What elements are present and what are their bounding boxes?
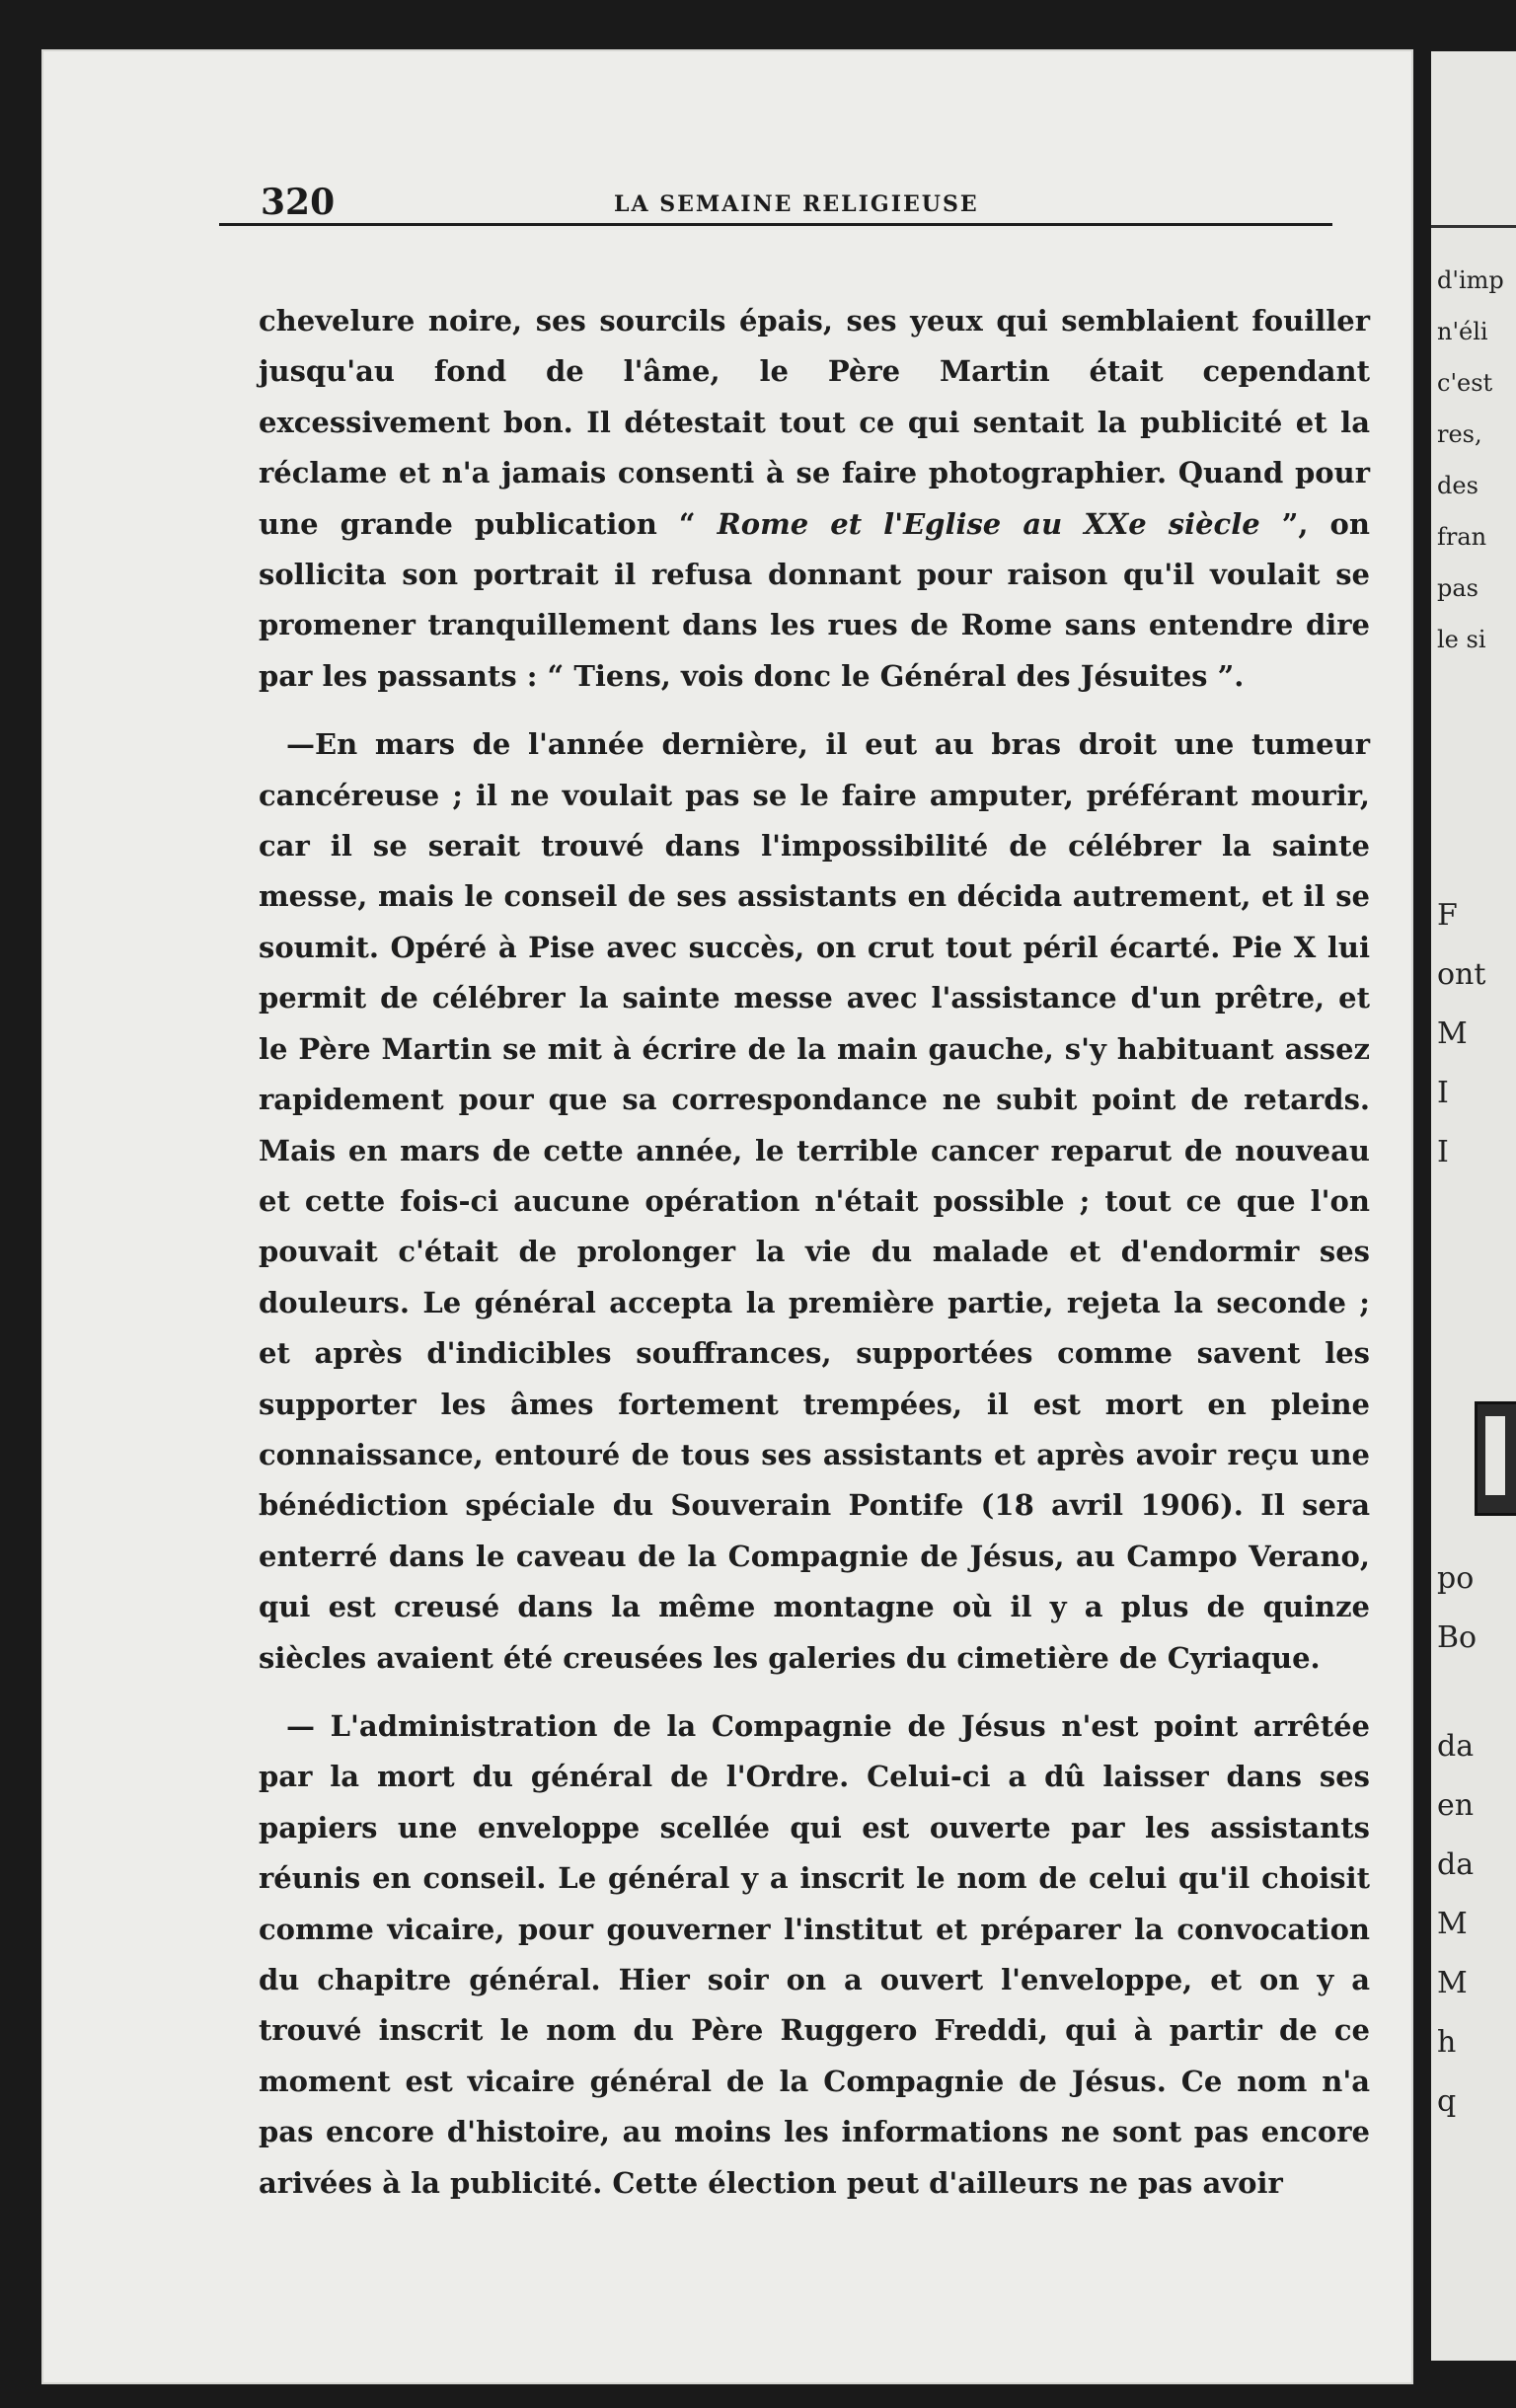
facing-fragment: q <box>1437 2084 1457 2119</box>
facing-fragment: res, <box>1437 420 1482 448</box>
facing-fragment: M <box>1437 1966 1468 2000</box>
facing-fragment: M <box>1437 1907 1468 1941</box>
publication-title: Rome et l'Eglise au XXe siècle <box>717 506 1260 541</box>
facing-fragment: fran <box>1437 523 1487 551</box>
header-rule <box>219 223 1332 226</box>
paragraph-3: — L'administration de la Compagnie de Jésus n'est point arrêtée par la mort du général de l'Ordre. Celui-ci a dû laisser dans ses papiers une enveloppe scellée qui est ouverte par les assistants réunis en conseil. Le général y a inscrit le nom de celui qu'il choisit comme vicaire, pour gouverner l'institut et préparer la convocation du chapitre général. Hier soir on a ouvert l'enveloppe, et on y a trouvé inscrit le nom du Père Ruggero Freddi, qui à partir de ce moment est vicaire général de la Compagnie de Jésus. Ce nom n'a pas encore d'histoire, au moins les informations ne sont pas encore arivées à la publicité. Cette élection peut d'ailleurs ne pas avoir <box>259 1708 1370 2200</box>
facing-fragment: n'éli <box>1437 318 1488 345</box>
facing-fragment: po <box>1437 1561 1475 1596</box>
facing-fragment: I <box>1437 1076 1449 1110</box>
facing-fragment: en <box>1437 1788 1475 1823</box>
running-title: LA SEMAINE RELIGIEUSE <box>614 191 979 217</box>
facing-page <box>1431 51 1516 2361</box>
facing-fragment: da <box>1437 1729 1475 1764</box>
facing-fragment: des <box>1437 472 1478 499</box>
ornamental-initial-icon <box>1475 1401 1516 1516</box>
facing-fragment: I <box>1437 1135 1449 1169</box>
facing-fragment: c'est <box>1437 369 1493 397</box>
page-header <box>219 138 1332 223</box>
facing-fragment: ont <box>1437 957 1486 992</box>
page-number: 320 <box>261 182 336 223</box>
facing-fragment: pas <box>1437 574 1478 602</box>
facing-fragment: h <box>1437 2025 1457 2060</box>
facing-fragment: da <box>1437 1847 1475 1882</box>
facing-fragment: F <box>1437 898 1458 933</box>
facing-fragment: le si <box>1437 626 1486 653</box>
facing-fragment: d'imp <box>1437 266 1504 294</box>
text-run: ”, on sollicita son portrait il refusa donnant pour raison qu'il voulait se promener tranquillement dans les rues de Rome sans entendre dire par les passants : “ Tiens, vois donc le Général des Jésuites ”. <box>259 506 1370 693</box>
paragraph-2: —En mars de l'année dernière, il eut au bras droit une tumeur cancéreuse ; il ne voulait pas se le faire amputer, préférant mourir, car il se serait trouvé dans l'impossibilité de célébrer la sainte messe, mais le conseil de ses assistants en décida autrement, et il se soumit. Opéré à Pise avec succès, on crut tout péril écarté. Pie X lui permit de célébrer la sainte messe avec l'assistance d'un prêtre, et le Père Martin se mit à écrire de la main gauche, s'y habituant assez rapidement pour que sa correspondance ne subit point de retards. Mais en mars de cette année, le terrible cancer reparut de nouveau et cette fois-ci aucune opération n'était possible ; tout ce que l'on pouvait c'était de prolonger la vie du malade et d'endormir ses douleurs. Le général accepta la première partie, rejeta la seconde ; et après d'indicibles souffrances, supportées comme savent les supporter les âmes fortement trempées, il est mort en pleine connaissance, entouré de tous ses assistants et après avoir reçu une bénédiction spéciale du Souverain Pontife (18 avril 1906). Il sera enterré dans le caveau de la Compagnie de Jésus, au Campo Verano, qui est creusé dans la même montagne où il y a plus de quinze siècles avaient été creusées les galeries du cimetière de Cyriaque. <box>259 727 1370 1675</box>
facing-page-rule <box>1431 225 1516 228</box>
article-body <box>259 296 1370 2209</box>
facing-fragment: Bo <box>1437 1620 1478 1655</box>
paragraph-1 <box>259 296 1370 702</box>
text-run: chevelure noire, ses sourcils épais, ses yeux qui semblaient fouiller jusqu'au fond de l'âme, le Père Martin était cependant excessivement bon. Il détestait tout ce qui sentait la publicité et la réclame et n'a jamais consenti à se faire photographier. Quand pour une grande publication “ <box>259 304 1370 541</box>
ornament-inner <box>1485 1416 1505 1495</box>
facing-fragment: M <box>1437 1016 1468 1051</box>
